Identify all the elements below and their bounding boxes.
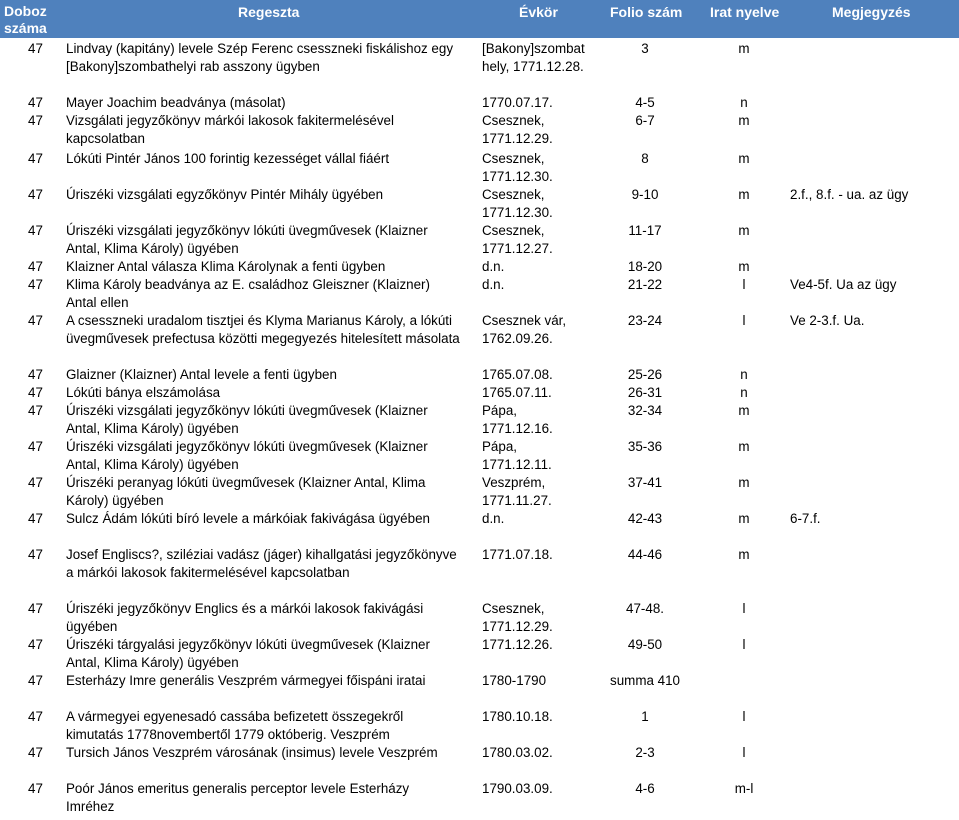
nyelv-cell: l [742,601,746,616]
regeszta-cell: Klima Károly beadványa az E. családhoz Gleiszner (Klaizner) Antal ellen [66,277,430,310]
folio-cell: 9-10 [631,187,659,202]
evkor-cell: d.n. [482,259,505,274]
nyelv-cell: l [742,637,746,652]
folio-cell: 6-7 [635,113,655,128]
evkor-cell: [Bakony]szombat hely, 1771.12.28. [482,41,585,74]
folio-cell: 42-43 [627,511,663,526]
doboz-cell: 47 [28,673,43,688]
doboz-cell: 47 [28,547,43,562]
doboz-cell: 47 [28,709,43,724]
nyelv-cell: m [738,187,750,202]
folio-cell: 11-17 [628,223,662,238]
regeszta-cell: Úriszéki vizsgálati egyzőkönyv Pintér Mihály ügyében [66,187,384,202]
doboz-cell: 47 [28,187,43,202]
regeszta-cell: Josef Engliscs?, sziléziai vadász (jáger) kihallgatási jegyzőkönyve a márkói lakosok fakitermelésével kapcsolatban [66,547,457,580]
evkor-cell: 1780.10.18. [482,709,553,724]
megjegyzes-cell: 2.f., 8.f. - ua. az ügy [790,187,909,202]
evkor-cell: Csesznek, 1771.12.29. [482,113,553,146]
folio-cell: 21-22 [627,277,663,292]
nyelv-cell: m [738,223,750,238]
nyelv-cell: n [740,367,748,382]
doboz-cell: 47 [28,637,43,652]
megjegyzes-cell: Ve4-5f. Ua az ügy [790,277,897,292]
folio-cell: 3 [641,41,649,56]
evkor-cell: 1765.07.08. [482,367,553,382]
doboz-cell: 47 [28,223,43,238]
evkor-cell: Csesznek, 1771.12.30. [482,151,553,184]
folio-cell: 1 [641,709,649,724]
evkor-cell: 1770.07.17. [482,95,553,110]
doboz-cell: 47 [28,403,43,418]
regeszta-cell: A vármegyei egyenesadó cassába befizetett összegekről kimutatás 1778novembertől 1779 októberig. Veszprém [66,709,404,742]
header-megjegyzes: Megjegyzés [832,4,911,20]
folio-cell: 26-31 [627,385,663,400]
folio-cell: 35-36 [627,439,663,454]
regeszta-cell: Sulcz Ádám lókúti bíró levele a márkóiak fakivágása ügyében [66,511,430,526]
regeszta-cell: Úriszéki jegyzőkönyv Englics és a márkói lakosok fakivágási ügyében [66,601,424,634]
doboz-cell: 47 [28,259,43,274]
doboz-cell: 47 [28,601,43,616]
evkor-cell: d.n. [482,511,505,526]
folio-cell: 23-24 [627,313,663,328]
doboz-cell: 47 [28,745,43,760]
doboz-cell: 47 [28,367,43,382]
doboz-cell: 47 [28,511,43,526]
doboz-cell: 47 [28,41,43,56]
regeszta-cell: Úriszéki vizsgálati jegyzőkönyv lókúti üvegművesek (Klaizner Antal, Klima Károly) ügyében [66,439,428,472]
nyelv-cell: m [738,475,750,490]
evkor-cell: 1771.12.26. [482,637,553,652]
evkor-cell: Pápa, 1771.12.11. [482,439,552,472]
nyelv-cell: m [738,439,750,454]
regeszta-cell: A csesszneki uradalom tisztjei és Klyma Marianus Károly, a lókúti üvegművesek prefectusa közötti megegyezés hitelesített másolata [66,313,460,346]
doboz-cell: 47 [28,313,43,328]
nyelv-cell: n [740,95,748,110]
regeszta-cell: Úriszéki vizsgálati jegyzőkönyv lókúti üvegművesek (Klaizner Antal, Klima Károly) ügyében [66,403,428,436]
evkor-cell: Csesznek, 1771.12.29. [482,601,553,634]
folio-cell: summa 410 [610,673,680,688]
regeszta-cell: Úriszéki tárgyalási jegyzőkönyv lókúti üvegművesek (Klaizner Antal, Klima Károly) ügyében [66,637,430,670]
folio-cell: 49-50 [627,637,663,652]
nyelv-cell: l [742,709,746,724]
folio-cell: 4-5 [635,95,655,110]
folio-cell: 4-6 [635,781,655,796]
nyelv-cell: m [738,403,750,418]
nyelv-cell: n [740,385,748,400]
doboz-cell: 47 [28,113,43,128]
doboz-cell: 47 [28,151,43,166]
regeszta-cell: Esterházy Imre generális Veszprém vármegyei főispáni iratai [66,673,426,688]
evkor-cell: 1765.07.11. [482,385,552,400]
folio-cell: 8 [641,151,649,166]
regeszta-cell: Úriszéki peranyag lókúti üvegművesek (Klaizner Antal, Klima Károly) ügyében [66,475,426,508]
folio-cell: 2-3 [635,745,655,760]
doboz-cell: 47 [28,95,43,110]
evkor-cell: 1780.03.02. [482,745,553,760]
evkor-cell: d.n. [482,277,505,292]
evkor-cell: 1790.03.09. [482,781,553,796]
table-header [0,0,959,38]
regeszta-cell: Mayer Joachim beadványa (másolat) [66,95,286,110]
regeszta-cell: Lindvay (kapitány) levele Szép Ferenc csesszneki fiskálishoz egy [Bakony]szombathelyi rab asszony ügyben [66,41,454,74]
doboz-cell: 47 [28,475,43,490]
nyelv-cell: m [738,547,750,562]
evkor-cell: Veszprém, 1771.11.27. [482,475,552,508]
header-evkor: Évkör [519,4,558,20]
doboz-cell: 47 [28,277,43,292]
regeszta-cell: Tursich János Veszprém városának (insimus) levele Veszprém [66,745,438,760]
header-folio: Folio szám [610,4,683,20]
folio-cell: 32-34 [627,403,663,418]
doboz-cell: 47 [28,781,43,796]
nyelv-cell: m-l [734,781,754,796]
folio-cell: 25-26 [627,367,663,382]
folio-cell: 37-41 [627,475,663,490]
nyelv-cell: m [738,151,750,166]
regeszta-cell: Lókúti bánya elszámolása [66,385,221,400]
folio-cell: 47-48. [626,601,664,616]
evkor-cell: Csesznek vár, 1762.09.26. [482,313,567,346]
folio-cell: 18-20 [627,259,663,274]
evkor-cell: 1780-1790 [482,673,547,688]
evkor-cell: Csesznek, 1771.12.27. [482,223,553,256]
evkor-cell: Csesznek, 1771.12.30. [482,187,553,220]
nyelv-cell: m [738,41,750,56]
megjegyzes-cell: Ve 2-3.f. Ua. [790,313,865,328]
regeszta-cell: Glaizner (Klaizner) Antal levele a fenti ügyben [66,367,337,382]
evkor-cell: 1771.07.18. [482,547,553,562]
regeszta-cell: Poór János emeritus generalis perceptor levele Esterházy Imréhez [66,781,410,814]
nyelv-cell: m [738,511,750,526]
doboz-cell: 47 [28,439,43,454]
header-regeszta: Regeszta [238,4,300,20]
regeszta-cell: Lókúti Pintér János 100 forintig kezességet vállal fiáért [66,151,390,166]
header-irat-nyelve: Irat nyelve [710,4,780,20]
header-doboz: Doboz száma [4,3,47,36]
nyelv-cell: l [742,745,746,760]
doboz-cell: 47 [28,385,43,400]
evkor-cell: Pápa, 1771.12.16. [482,403,553,436]
megjegyzes-cell: 6-7.f. [790,511,821,526]
nyelv-cell: l [742,277,746,292]
regeszta-cell: Vizsgálati jegyzőkönyv márkói lakosok fakitermelésével kapcsolatban [66,113,394,146]
nyelv-cell: m [738,259,750,274]
nyelv-cell: l [742,313,746,328]
folio-cell: 44-46 [627,547,663,562]
nyelv-cell: m [738,113,750,128]
regeszta-cell: Klaizner Antal válasza Klima Károlynak a fenti ügyben [66,259,386,274]
regeszta-cell: Úriszéki vizsgálati jegyzőkönyv lókúti üvegművesek (Klaizner Antal, Klima Károly) ügyében [66,223,428,256]
